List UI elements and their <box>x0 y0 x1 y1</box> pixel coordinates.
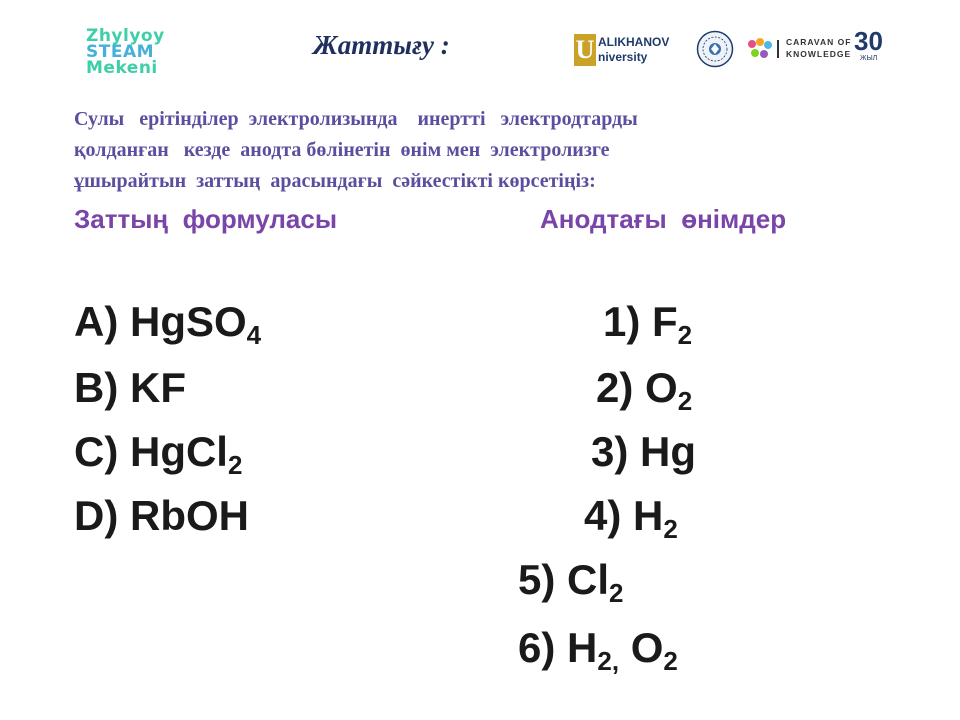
instruction-line: қолданған кезде анодта бөлінетін өнім мен электролизге <box>74 139 610 161</box>
substance-item-b <box>74 364 186 412</box>
caravan-dots-icon <box>744 34 784 64</box>
anode-products-header: Анодтағы өнімдер <box>540 204 787 234</box>
product-formula: 1) F <box>603 298 678 345</box>
subscript: 2 <box>227 450 243 480</box>
anniversary-number: 30 <box>854 26 883 56</box>
university-seal-icon <box>696 30 734 68</box>
product-formula: 6) H <box>518 624 598 671</box>
university-logo-letter: U <box>575 35 595 64</box>
product-item-4 <box>584 492 678 544</box>
substance-formula: C) HgCl <box>74 428 228 475</box>
anniversary-caption: ЖЫЛ <box>860 55 878 62</box>
product-item-1 <box>603 298 693 350</box>
exercise-instruction <box>74 104 874 197</box>
instruction-line: Сулы ерітінділер электролизында инертті электродтарды <box>74 108 638 130</box>
product-formula: 2) O <box>596 364 678 411</box>
product-item-6 <box>518 624 678 676</box>
logo-line-1: Zhylyoy <box>86 26 165 46</box>
subscript: 2 <box>609 578 624 608</box>
product-formula: 3) Hg <box>591 428 696 475</box>
logo-line-3: Mekeni <box>86 58 158 78</box>
product-formula: 5) Cl <box>518 556 610 603</box>
product-formula: 4) H <box>584 492 664 539</box>
caravan-logo-line-2: KNOWLEDGE <box>786 49 852 59</box>
subscript: 2, <box>597 646 620 676</box>
subscript: 2 <box>663 514 678 544</box>
anniversary-30-logo <box>854 26 900 66</box>
university-logo-line-1: ALIKHANOV <box>598 35 670 49</box>
subscript: 4 <box>246 320 262 350</box>
substance-formula: D) RbOH <box>74 492 249 539</box>
subscript: 2 <box>677 320 693 350</box>
logo-line-2: STEAM <box>86 42 155 62</box>
page-title: Жаттығу : <box>313 30 450 60</box>
product-item-5 <box>518 556 624 608</box>
product-item-2 <box>596 364 693 416</box>
product-formula-tail: O <box>619 624 664 671</box>
subscript: 2 <box>663 646 678 676</box>
substance-formula: A) HgSO <box>74 298 247 345</box>
substance-item-a <box>74 298 262 350</box>
substance-item-d <box>74 492 249 540</box>
caravan-of-knowledge-logo <box>744 34 852 64</box>
caravan-logo-line-1: CARAVAN OF <box>786 37 852 47</box>
subscript: 2 <box>677 386 693 416</box>
substance-formula: B) KF <box>74 364 186 411</box>
university-logo-line-2: niversity <box>598 50 648 64</box>
substance-item-c <box>74 428 243 480</box>
product-item-3 <box>591 428 696 476</box>
alikhanov-university-logo <box>574 34 686 66</box>
zhylyoy-steam-logo <box>86 28 190 80</box>
substance-formula-header: Заттың формуласы <box>74 204 338 234</box>
instruction-line: ұшырайтын заттың арасындағы сәйкестікті көрсетіңіз: <box>74 170 596 192</box>
